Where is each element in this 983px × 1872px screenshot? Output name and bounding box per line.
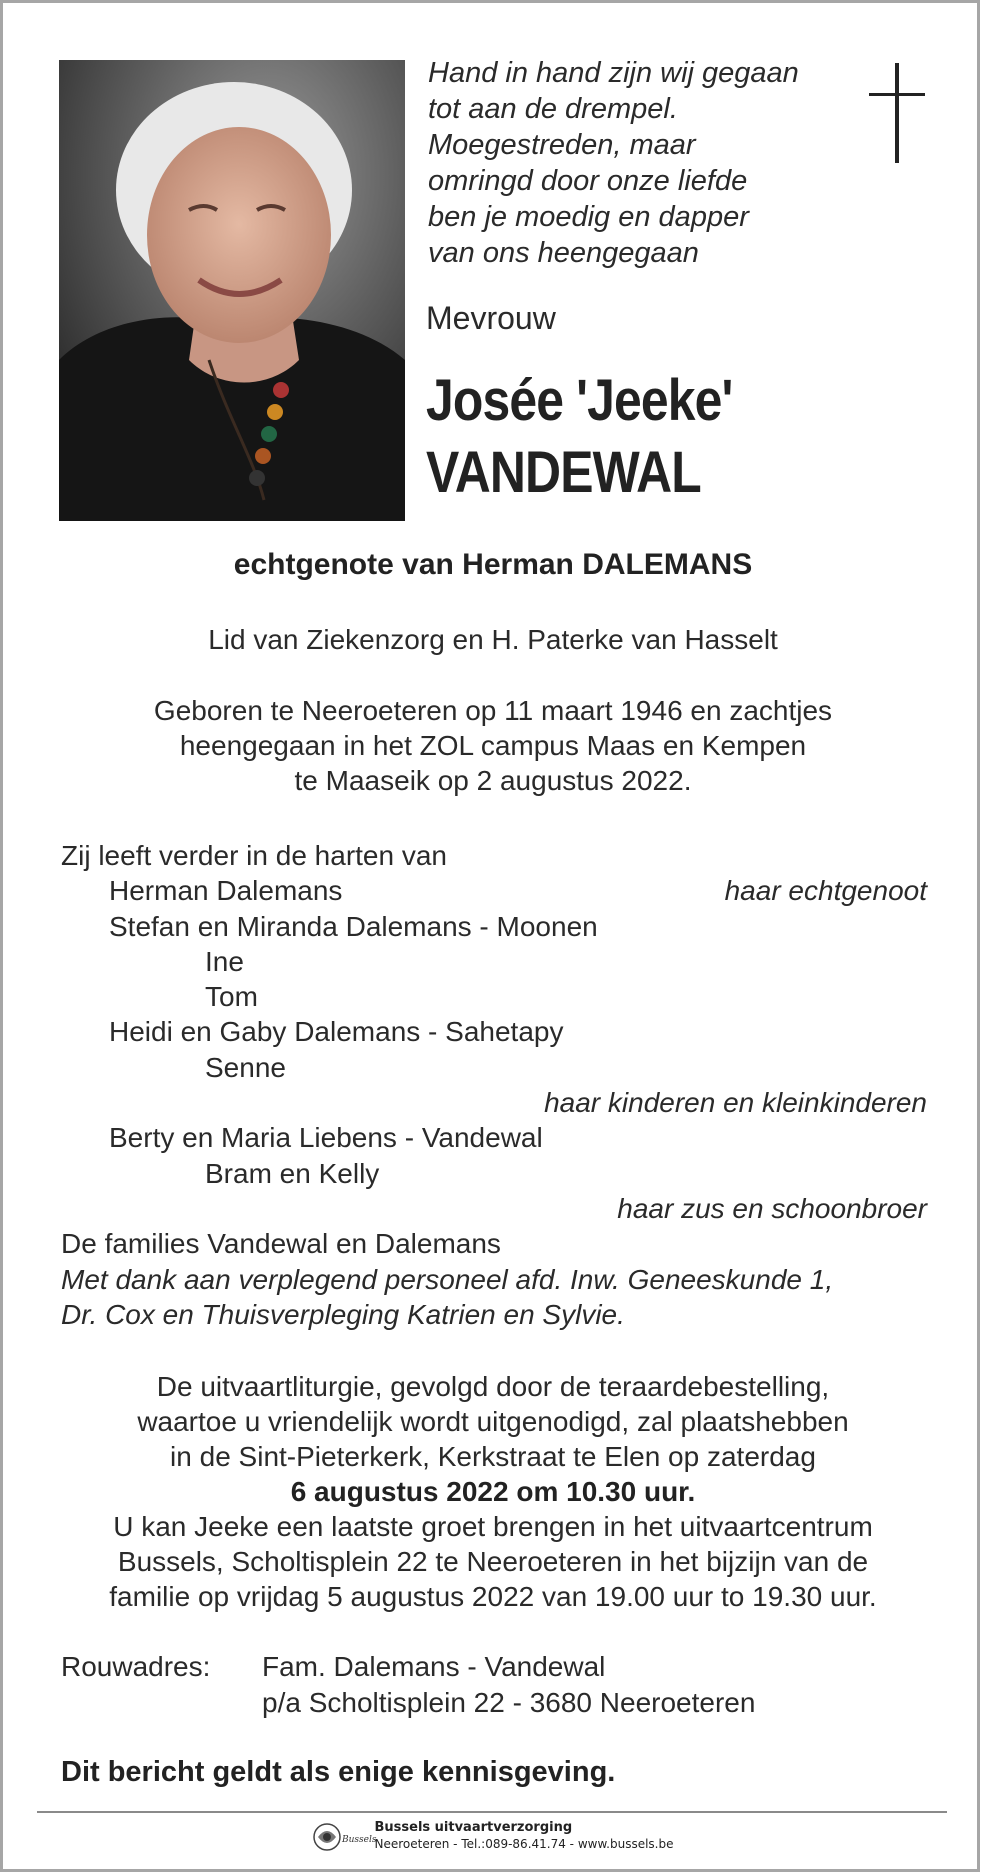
poem-line: Moegestreden, maar <box>428 129 696 161</box>
relation-label: haar zus en schoonbroer <box>617 1192 927 1224</box>
funeral-line: Bussels, Scholtisplein 22 te Neeroeteren in het bijzijn van de <box>117 1546 869 1577</box>
funeral-line: U kan Jeeke een laatste groet brengen in het uitvaartcentrum <box>113 1511 873 1542</box>
death-line: heengegaan in het ZOL campus Maas en Kempen <box>179 730 807 761</box>
deceased-first-name: Josée 'Jeeke' <box>426 368 733 433</box>
poem-line: tot aan de drempel. <box>428 93 678 125</box>
funeral-line: familie op vrijdag 5 augustus 2022 van 19.00 uur to 19.30 uur. <box>109 1581 877 1612</box>
birth-death-info <box>3 693 983 798</box>
bussels-logo-icon <box>312 1819 377 1855</box>
membership-line: Lid van Ziekenzorg en H. Paterke van Hasselt <box>208 624 778 655</box>
funeral-date: 6 augustus 2022 om 10.30 uur. <box>290 1476 696 1507</box>
address-label: Rouwadres: <box>61 1651 211 1682</box>
address-line: Fam. Dalemans - Vandewal <box>262 1651 606 1682</box>
survivor-row: Ine <box>205 945 244 977</box>
poem-line: omringd door onze liefde <box>428 165 748 197</box>
address-lines <box>262 1649 755 1721</box>
notice-line: Dit bericht geldt als enige kennisgeving. <box>61 1756 616 1788</box>
survivor-row: Bram en Kelly <box>205 1157 380 1189</box>
funeral-line: in de Sint-Pieterkerk, Kerkstraat te Elen op zaterdag <box>170 1441 816 1472</box>
thanks-line: Met dank aan verplegend personeel afd. Inw. Geneeskunde 1, <box>61 1263 834 1295</box>
survivor-name: Herman Dalemans <box>109 875 343 907</box>
relation-row <box>61 1191 927 1226</box>
poem-line: van ons heengegaan <box>428 237 699 269</box>
relation-label: haar kinderen en kleinkinderen <box>544 1087 927 1119</box>
poem-line: ben je moedig en dapper <box>428 201 749 233</box>
survivor-row: Senne <box>205 1051 286 1083</box>
survivor-row: Heidi en Gaby Dalemans - Sahetapy <box>109 1016 564 1048</box>
survivor-row: Berty en Maria Liebens - Vandewal <box>109 1122 543 1154</box>
cross-icon <box>869 63 925 163</box>
salutation: Mevrouw <box>426 300 556 336</box>
survivor-row: Stefan en Miranda Dalemans - Moonen <box>109 910 598 942</box>
footer <box>3 1819 983 1853</box>
relation-row <box>61 1085 927 1120</box>
thanks-line: Dr. Cox en Thuisverpleging Katrien en Sylvie. <box>61 1298 625 1330</box>
deceased-last-name: VANDEWAL <box>426 440 701 505</box>
poem <box>428 55 799 271</box>
survivors-list <box>61 838 927 1332</box>
survivor-row: Tom <box>205 981 258 1013</box>
survivor-row <box>61 873 927 908</box>
relation-label: haar echtgenoot <box>724 875 927 907</box>
funeral-line: De uitvaartliturgie, gevolgd door de teraardebestelling, <box>156 1371 830 1402</box>
divider <box>37 1811 947 1813</box>
company-name: Bussels uitvaartverzorging <box>374 1820 573 1835</box>
deceased-name <box>426 365 733 509</box>
logo-text: Bussels <box>342 1835 377 1845</box>
death-place-line: te Maaseik op 2 augustus 2022. <box>294 765 692 796</box>
spouse-line: echtgenote van Herman DALEMANS <box>233 548 753 581</box>
families-line: De families Vandewal en Dalemans <box>61 1228 501 1260</box>
portrait-photo <box>59 60 405 521</box>
birth-line: Geboren te Neeroeteren op 11 maart 1946 en zachtjes <box>153 695 833 726</box>
funeral-info <box>3 1369 983 1614</box>
address-line: p/a Scholtisplein 22 - 3680 Neeroeteren <box>262 1687 756 1718</box>
poem-line: Hand in hand zijn wij gegaan <box>428 57 799 89</box>
survivors-intro: Zij leeft verder in de harten van <box>61 840 447 871</box>
company-details: Neeroeteren - Tel.:089-86.41.74 - www.bussels.be <box>374 1837 674 1851</box>
funeral-line: waartoe u vriendelijk wordt uitgenodigd, zal plaatshebben <box>137 1406 849 1437</box>
